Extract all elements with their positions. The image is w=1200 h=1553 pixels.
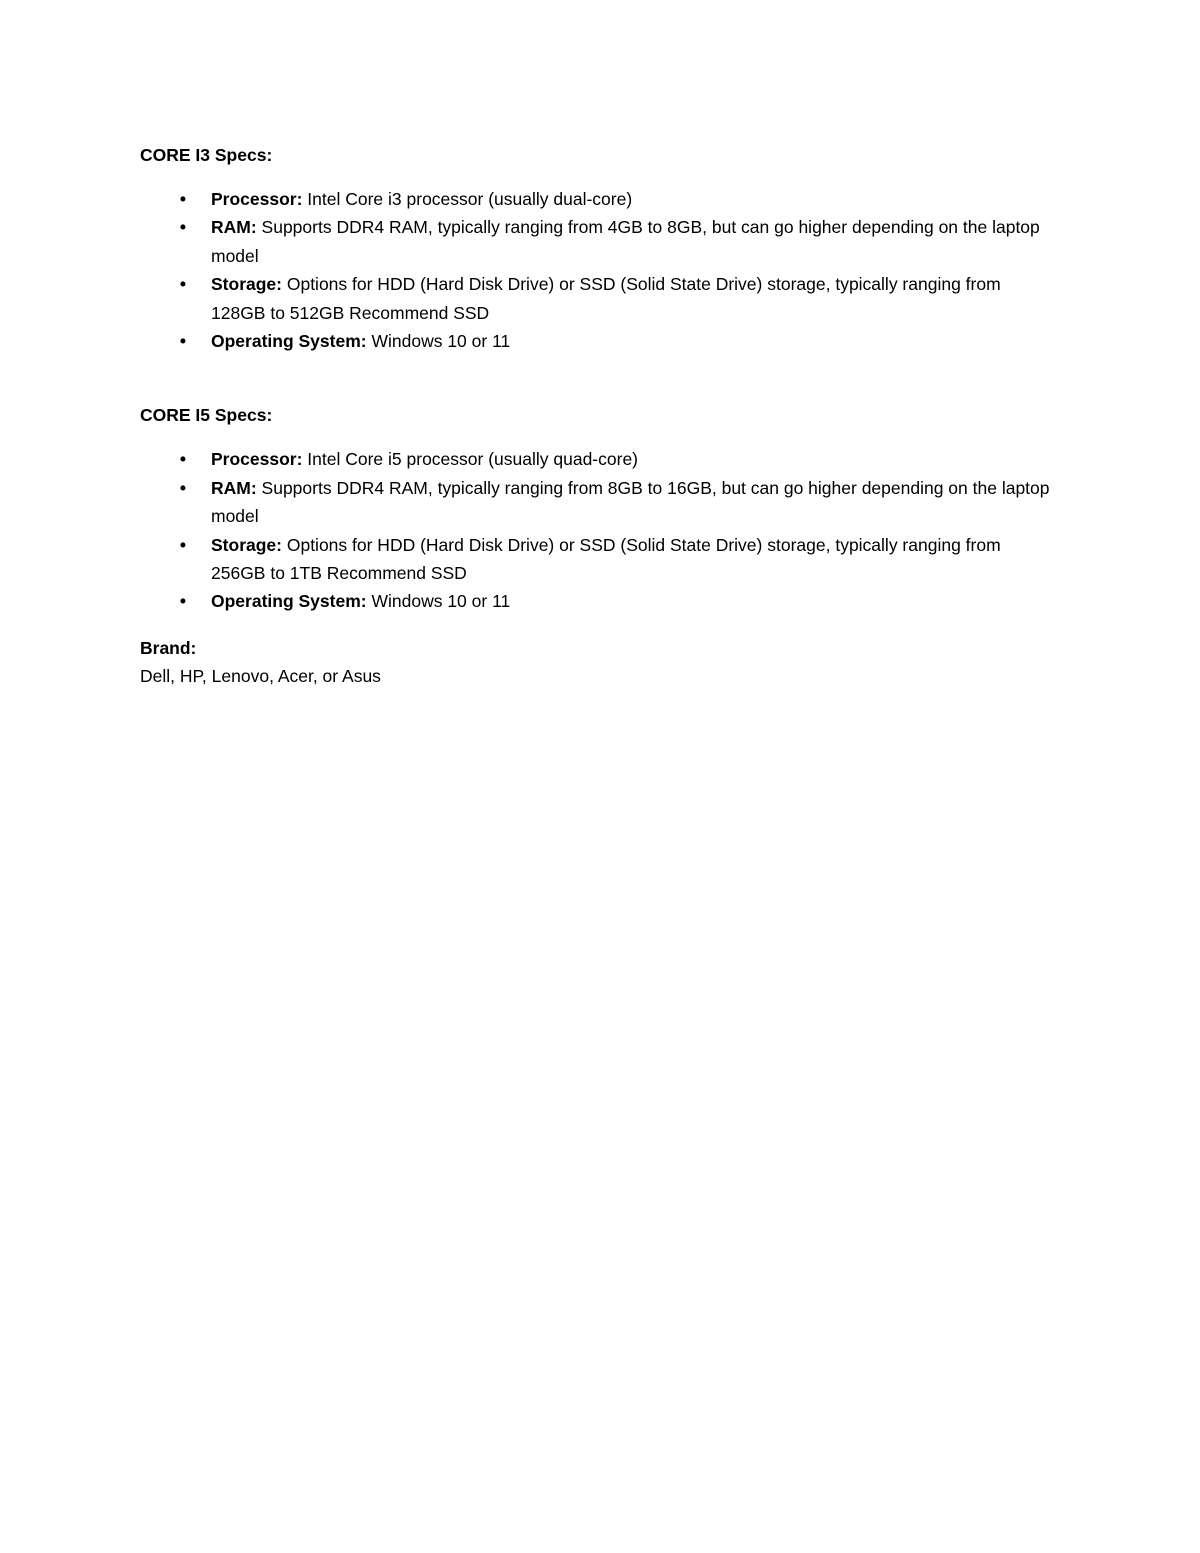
item-label: Operating System: [211,331,367,352]
item-text: Windows 10 or 11 [366,591,511,612]
item-text: Supports DDR4 RAM, typically ranging from 8GB to 16GB, but can go higher depending on the laptop model [211,477,1050,527]
brand-value: Dell, HP, Lenovo, Acer, or Asus [140,666,381,687]
item-text: Intel Core i5 processor (usually quad-core) [302,449,639,470]
item-label: Operating System: [211,591,367,612]
bullet-icon: • [179,274,187,295]
brand-heading: Brand: [140,637,197,658]
bullet-icon: • [179,331,187,352]
bullet-icon: • [179,534,187,555]
section-heading: CORE I3 Specs: [140,145,273,165]
list-item [140,474,1060,531]
bullet-icon: • [179,591,187,612]
section-heading: CORE I5 Specs: [140,405,273,426]
bullet-icon: • [179,477,187,498]
spec-list [140,185,1060,355]
list-item [140,531,1060,588]
bullet-icon: • [179,217,187,238]
item-text: Options for HDD (Hard Disk Drive) or SSD (Solid State Drive) storage, typically ranging from 256GB to 1TB Recommend SSD [211,534,1001,584]
list-item [140,270,1060,327]
item-label: RAM: [211,217,257,238]
spec-list [140,445,1060,615]
bullet-icon: • [179,449,187,470]
list-item [140,587,1060,615]
section-spacer [140,355,1060,401]
item-text: Windows 10 or 11 [366,331,511,352]
section-core-i5 [140,401,1060,615]
item-label: RAM: [211,477,257,498]
item-text: Intel Core i3 processor (usually dual-core) [302,189,633,209]
item-text: Supports DDR4 RAM, typically ranging from 4GB to 8GB, but can go higher depending on the laptop model [211,217,1040,266]
list-item [140,213,1060,270]
brand-section [140,634,1060,691]
bullet-icon: • [179,189,187,209]
list-item [140,445,1060,473]
section-core-i3 [140,141,1060,355]
item-label: Processor: [211,449,303,470]
list-item [140,185,1060,213]
list-item [140,327,1060,355]
document-body [140,141,1060,691]
item-label: Storage: [211,274,282,295]
item-label: Processor: [211,189,303,209]
item-label: Storage: [211,534,282,555]
item-text: Options for HDD (Hard Disk Drive) or SSD (Solid State Drive) storage, typically ranging from 128GB to 512GB Recommend SSD [211,274,1001,323]
